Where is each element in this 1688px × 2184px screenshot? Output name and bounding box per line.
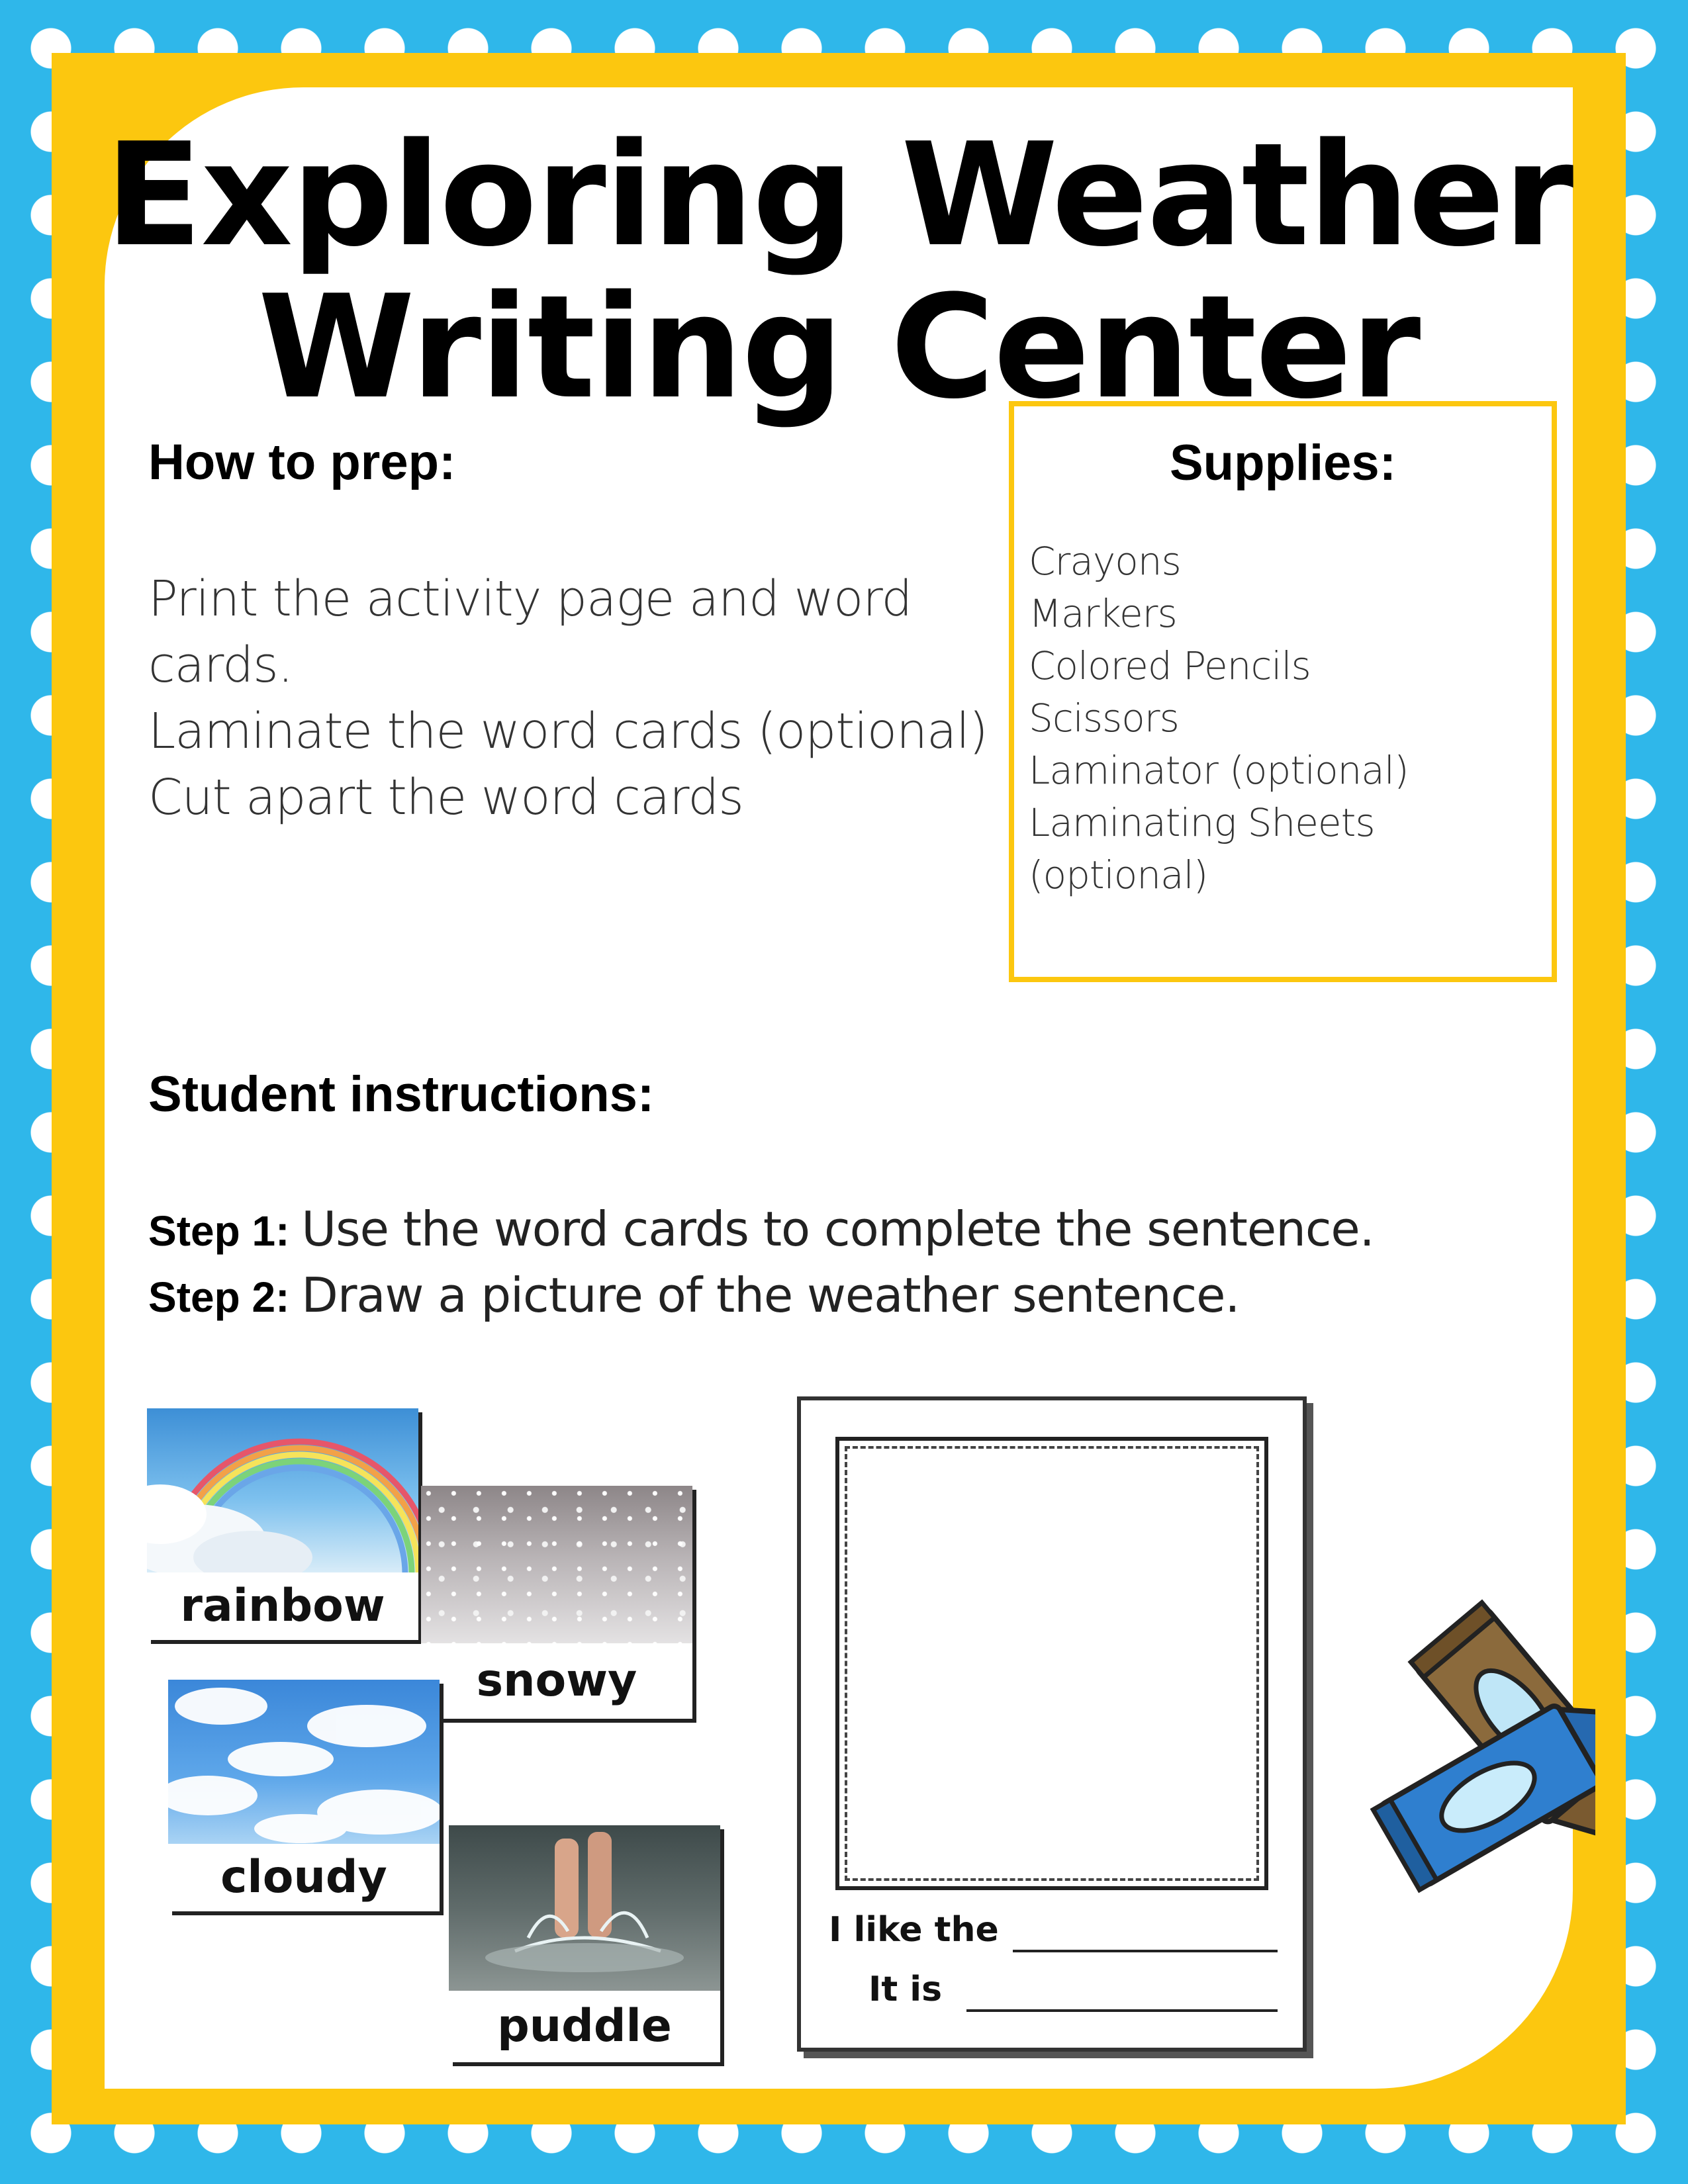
prep-step: cards. [148, 637, 293, 694]
supply-item: Laminator (optional) [1029, 748, 1409, 793]
word-card-label: rainbow [180, 1580, 385, 1632]
sentence-blank-2 [966, 2009, 1278, 2012]
supplies-box [1009, 401, 1557, 982]
word-card-puddle [449, 1825, 720, 2062]
supply-item: Scissors [1029, 696, 1179, 741]
sentence-blank-1 [1013, 1950, 1278, 1952]
prep-step: Laminate the word cards (optional) [148, 703, 988, 760]
sentence-line-2: It is [868, 1970, 943, 2009]
instruction-step-2 [148, 1267, 1538, 1334]
instructions-heading: Student instructions: [148, 1066, 655, 1122]
prep-steps [148, 566, 1009, 831]
instruction-step-1 [148, 1201, 1538, 1267]
step-label: Step 1: [148, 1207, 290, 1255]
supplies-heading: Supplies: [1169, 435, 1397, 491]
supplies-list [1029, 535, 1552, 901]
splash-icon [449, 1825, 720, 1991]
prep-step: Print the activity page and word [148, 570, 912, 627]
word-card-label: cloudy [220, 1851, 387, 1903]
page-title-line-2: Writing Center [258, 264, 1420, 430]
snow-photo [421, 1486, 692, 1643]
sentence-line-1: I like the [829, 1910, 999, 1950]
word-card-cloudy [168, 1680, 440, 1911]
supply-item: Crayons [1029, 539, 1181, 584]
clouds-icon [168, 1680, 440, 1844]
supply-item: (optional) [1029, 852, 1208, 897]
step-text: Draw a picture of the weather sentence. [301, 1267, 1240, 1323]
word-card-label: snowy [476, 1655, 637, 1707]
step-text: Use the word cards to complete the sentence. [301, 1201, 1374, 1257]
crayons-illustration [1311, 1588, 1595, 1972]
step-label: Step 2: [148, 1273, 290, 1321]
drawing-box [835, 1437, 1268, 1890]
rainbow-icon [147, 1408, 418, 1572]
instruction-steps [148, 1201, 1538, 1334]
supply-item: Colored Pencils [1029, 643, 1311, 688]
word-card-label: puddle [497, 2000, 672, 2052]
supply-item: Laminating Sheets [1029, 800, 1375, 845]
word-card-rainbow [147, 1408, 418, 1640]
prep-heading: How to prep: [148, 434, 456, 490]
supply-item: Markers [1029, 591, 1177, 636]
prep-step: Cut apart the word cards [148, 769, 743, 826]
word-card-snowy [421, 1486, 692, 1719]
page-title-line-1: Exploring Weather [105, 112, 1573, 278]
activity-page-preview [797, 1396, 1307, 2052]
puddle-photo [449, 1825, 720, 1991]
cloud-photo [168, 1680, 440, 1844]
rainbow-photo [147, 1408, 418, 1572]
